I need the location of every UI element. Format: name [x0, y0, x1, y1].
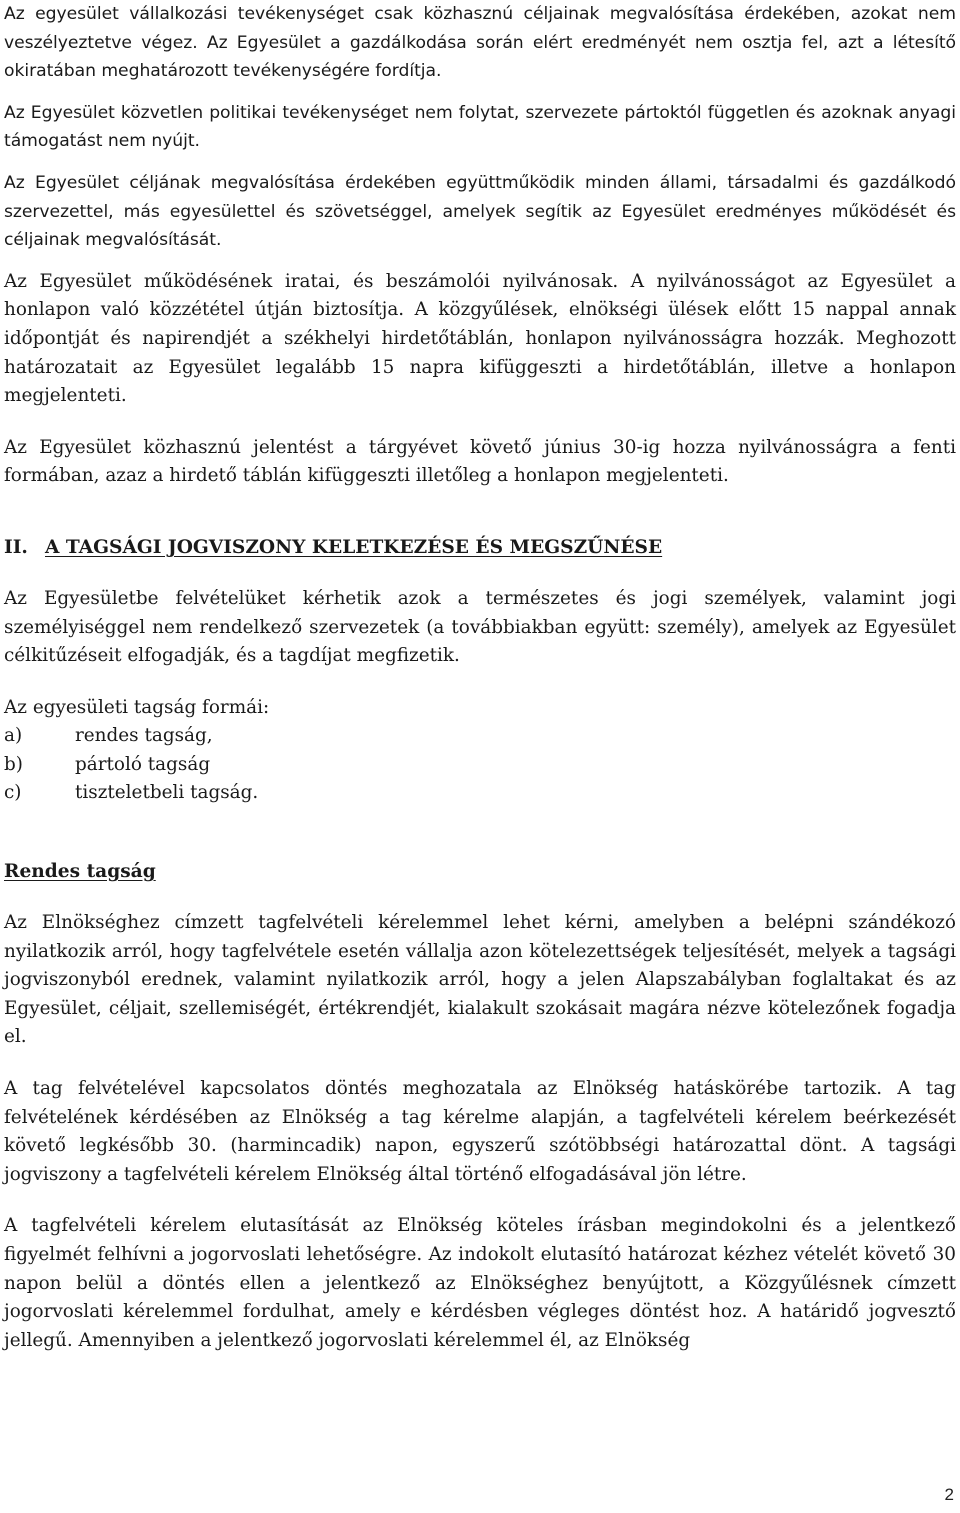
document-page: [4, 0, 956, 1355]
paragraph-rejection-appeal: A tagfelvételi kérelem elutasítását az Elnökség köteles írásban megindokolni és a jelentkező figyelmét felhívni a jogorvoslati lehetőségre. Az indokolt elutasító határozat kézhez vételét követő 30 napon belül a döntés ellen a jelentkező az Elnökséghez benyújtott, a Közgyűlésnek címzett jogorvoslati kérelemmel fordulhat, amely e kérdésben végleges döntést hoz. A határidő jogvesztő jellegű. Amennyiben a jelentkező jogorvoslati kérelemmel él, az Elnökség: [4, 1215, 956, 1351]
list-item-text: rendes tagság,: [75, 725, 213, 747]
paragraph-public-benefit-report: Az Egyesület közhasznú jelentést a tárgyévet követő június 30-ig hozza nyilvánosságra a fenti formában, azaz a hirdető táblán kifüggeszti illetőleg a honlapon megjelenteti.: [4, 436, 956, 487]
section-heading: [4, 534, 956, 562]
paragraph-cooperation: Az Egyesület céljának megvalósítása érdekében együttműködik minden állami, társadalmi és gazdálkodó szervezettel, más egyesülettel és szövetséggel, amelyek segítik az Egyesület eredményes működését és céljainak megvalósítását.: [4, 172, 956, 251]
list-marker: b): [4, 753, 23, 775]
paragraph-admission-decision: A tag felvételével kapcsolatos döntés meghozatala az Elnökség hatáskörébe tartozik. A tag felvételének kérdésében az Elnökség a tag kérelme alapján, a tagfelvételi kérelem beérkezését követő legkésőbb 30. (harmincadik) napon, egyszerű szótöbbségi határozattal dönt. A tagsági jogviszony a tagfelvételi kérelem Elnökség által történő elfogadásával jön létre.: [4, 1078, 956, 1185]
list-marker: c): [4, 782, 22, 804]
paragraph-membership-application: Az Elnökséghez címzett tagfelvételi kérelemmel lehet kérni, amelyben a belépni szándékozó nyilatkozik arról, hogy tagfelvétele esetén vállalja azon kötelezettségek teljesítését, melyek a tagsági jogviszonyból erednek, valamint nyilatkozik arról, hogy a jelen Alapszabályban foglaltakat és az Egyesület, céljait, szellemiségét, értékrendjét, kialakult szokásait magára nézve kötelezőnek fogadja el.: [4, 912, 956, 1048]
section-title: A TAGSÁGI JOGVISZONY KELETKEZÉSE ÉS MEGSZŰNÉSE: [45, 536, 663, 558]
paragraph-membership-eligibility: Az Egyesületbe felvételüket kérhetik azok a természetes és jogi személyek, valamint jogi személyiséggel nem rendelkező szervezetek (a továbbiakban együtt: személy), amelyek az Egyesület célkitűzéseit elfogadják, és a tagdíjat megfizetik.: [4, 587, 956, 667]
paragraph-publicity: Az Egyesület működésének iratai, és beszámolói nyilvánosak. A nyilvánosságot az Egyesület a honlapon való közzététel útján biztosítja. A közgyűlések, elnökségi ülések előtt 15 nappal annak időpontját és napirendjét a székhelyi hirdetőtáblán, honlapon nyilvánosságra hozzák. Meghozott határozatait az Egyesület legalább 15 napra kifüggeszti a hirdetőtáblán, illetve a honlapon megjelenteti.: [4, 270, 956, 407]
list-item: [4, 751, 956, 780]
list-item-text: pártoló tagság: [75, 753, 211, 775]
paragraph-business-activity: Az egyesület vállalkozási tevékenységet csak közhasznú céljainak megvalósítása érdekében, azokat nem veszélyeztetve végez. Az Egyesület a gazdálkodása során elért eredményét nem osztja fel, azt a létesítő okiratában meghatározott tevékenységére fordítja.: [4, 4, 956, 82]
page-number: 2: [944, 1485, 954, 1504]
membership-forms-list: [4, 722, 956, 808]
membership-forms-label: Az egyesületi tagság formái:: [4, 696, 270, 718]
section-number: II.: [4, 536, 28, 558]
list-item: [4, 779, 956, 808]
list-marker: a): [4, 725, 23, 747]
list-item: [4, 722, 956, 751]
list-item-text: tiszteletbeli tagság.: [75, 782, 259, 804]
subsection-heading: Rendes tagság: [4, 861, 156, 883]
paragraph-political-activity: Az Egyesület közvetlen politikai tevékenységet nem folytat, szervezete pártoktól független és azoknak anyagi támogatást nem nyújt.: [4, 102, 956, 152]
